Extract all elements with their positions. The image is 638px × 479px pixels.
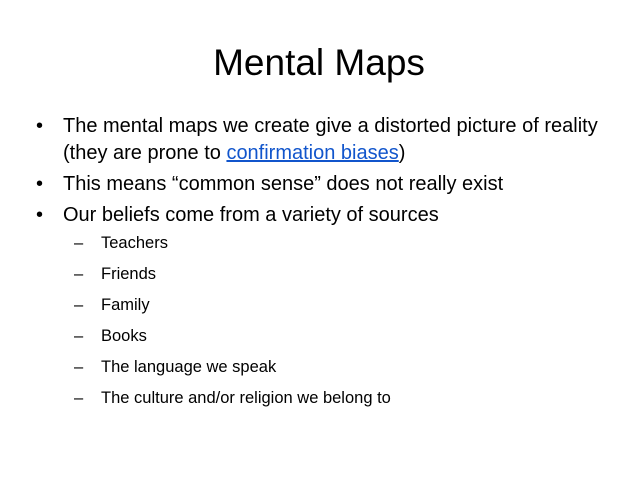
bullet-marker: • — [36, 204, 44, 226]
slide-title: Mental Maps — [213, 42, 425, 83]
bullet-marker: • — [36, 115, 44, 137]
sources-list — [36, 233, 616, 409]
source-item — [74, 326, 616, 347]
bullet-text: The mental maps we create give a distorted picture of reality (they are prone to — [63, 115, 598, 164]
source-label: Books — [101, 327, 147, 345]
bullet-common-sense — [36, 171, 616, 198]
bullet-marker: • — [36, 173, 44, 195]
slide-content — [36, 113, 616, 419]
bullet-text: Our beliefs come from a variety of sources — [63, 204, 439, 226]
dash-marker: – — [74, 234, 84, 252]
dash-marker: – — [74, 327, 84, 345]
source-label: Friends — [101, 265, 157, 283]
source-item — [74, 357, 616, 378]
bullet-text-end: ) — [398, 142, 406, 164]
dash-marker: – — [74, 358, 84, 376]
source-item — [74, 233, 616, 254]
source-item — [74, 264, 616, 285]
dash-marker: – — [74, 265, 84, 283]
source-label: The language we speak — [101, 358, 277, 376]
bullet-beliefs — [36, 202, 616, 229]
source-label: Family — [101, 296, 150, 314]
bullet-text: This means “common sense” does not really exist — [63, 173, 504, 195]
source-label: Teachers — [101, 234, 168, 252]
dash-marker: – — [74, 389, 84, 407]
dash-marker: – — [74, 296, 84, 314]
source-item — [74, 388, 616, 409]
confirmation-biases-link[interactable]: confirmation biases — [226, 142, 399, 164]
source-item — [74, 295, 616, 316]
bullet-mental-maps — [36, 113, 616, 167]
source-label: The culture and/or religion we belong to — [101, 389, 391, 407]
